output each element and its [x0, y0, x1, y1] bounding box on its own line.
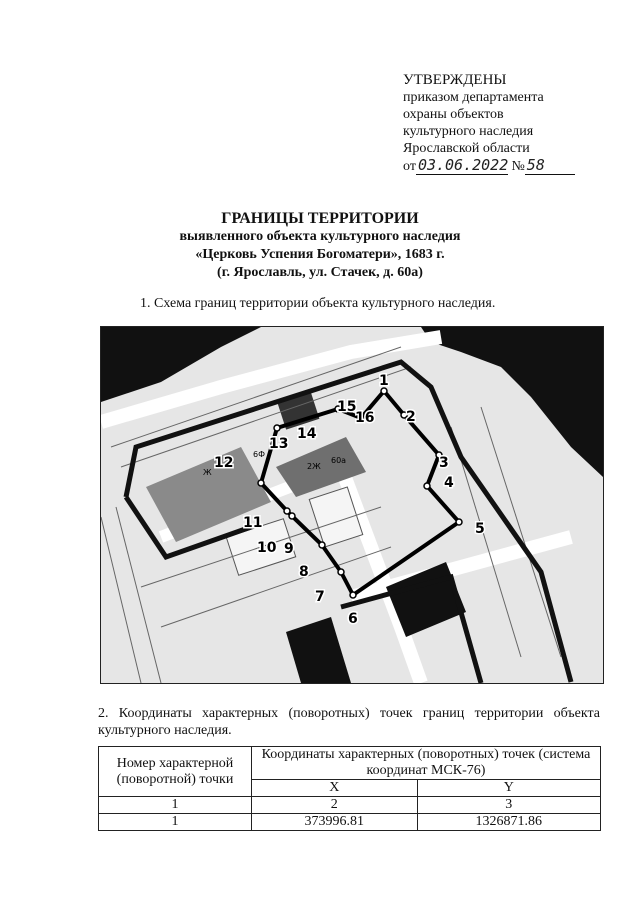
section-1-heading: 1. Схема границ территории объекта культурного наследия. [140, 296, 496, 311]
point-label: 7 [315, 589, 325, 605]
point-label: 13 [269, 436, 289, 452]
section-2-heading: 2. Координаты характерных (поворотных) точек границ территории объекта культурного наследия. [98, 706, 600, 738]
map-annotation: 2Ж [307, 462, 321, 471]
point-label: 3 [439, 455, 449, 471]
point-label: 5 [475, 521, 485, 537]
map-annotation: 6Ф [253, 450, 265, 459]
column-header-point: Номер характерной (поворотной) точки [99, 747, 252, 797]
object-name: «Церковь Успения Богоматери», 1683 г. [195, 247, 445, 262]
boundary-map-drawing [101, 327, 603, 683]
document-subtitle: выявленного объекта культурного наследия [179, 229, 461, 244]
table-row [99, 797, 601, 814]
approval-heading: УТВЕРЖДЕНЫ [403, 72, 507, 88]
column-header-y: Y [417, 780, 601, 797]
approval-date: 03.06.2022 [417, 156, 509, 174]
y-coordinate-cell: 1326871.86 [417, 814, 601, 831]
number-prefix: № [511, 159, 525, 174]
approval-date-line [403, 157, 575, 175]
map-annotation: Ж [203, 468, 212, 477]
index-cell: 1 [99, 797, 252, 814]
date-prefix: от [403, 159, 416, 174]
column-header-x: X [252, 780, 418, 797]
point-label: 10 [257, 540, 277, 556]
index-cell: 2 [252, 797, 418, 814]
point-label: 8 [299, 564, 309, 580]
point-label: 4 [444, 475, 454, 491]
approval-block [403, 72, 575, 175]
map-annotation: 60а [331, 456, 347, 465]
object-address: (г. Ярославль, ул. Стачек, д. 60а) [217, 265, 423, 280]
table-row [99, 814, 601, 831]
approval-line: Ярославской области [403, 141, 530, 156]
point-label: 11 [243, 515, 263, 531]
point-label: 12 [214, 455, 234, 471]
approval-line: культурного наследия [403, 124, 534, 139]
point-number-cell: 1 [99, 814, 252, 831]
x-coordinate-cell: 373996.81 [252, 814, 418, 831]
point-label: 1 [379, 373, 389, 389]
approval-number: 58 [525, 157, 575, 175]
column-header-coordinates: Координаты характерных (поворотных) точек (система координат МСК-76) [252, 747, 601, 780]
document-title: ГРАНИЦЫ ТЕРРИТОРИИ [221, 210, 419, 227]
approval-line: охраны объектов [403, 107, 504, 122]
point-label: 16 [355, 410, 375, 426]
coordinates-table [98, 746, 601, 831]
approval-line: приказом департамента [403, 90, 544, 105]
point-label: 6 [348, 611, 358, 627]
point-label: 15 [337, 399, 357, 415]
boundary-map [100, 326, 604, 684]
point-label: 9 [284, 541, 294, 557]
index-cell: 3 [417, 797, 601, 814]
point-label: 2 [406, 409, 416, 425]
point-label: 14 [297, 426, 317, 442]
